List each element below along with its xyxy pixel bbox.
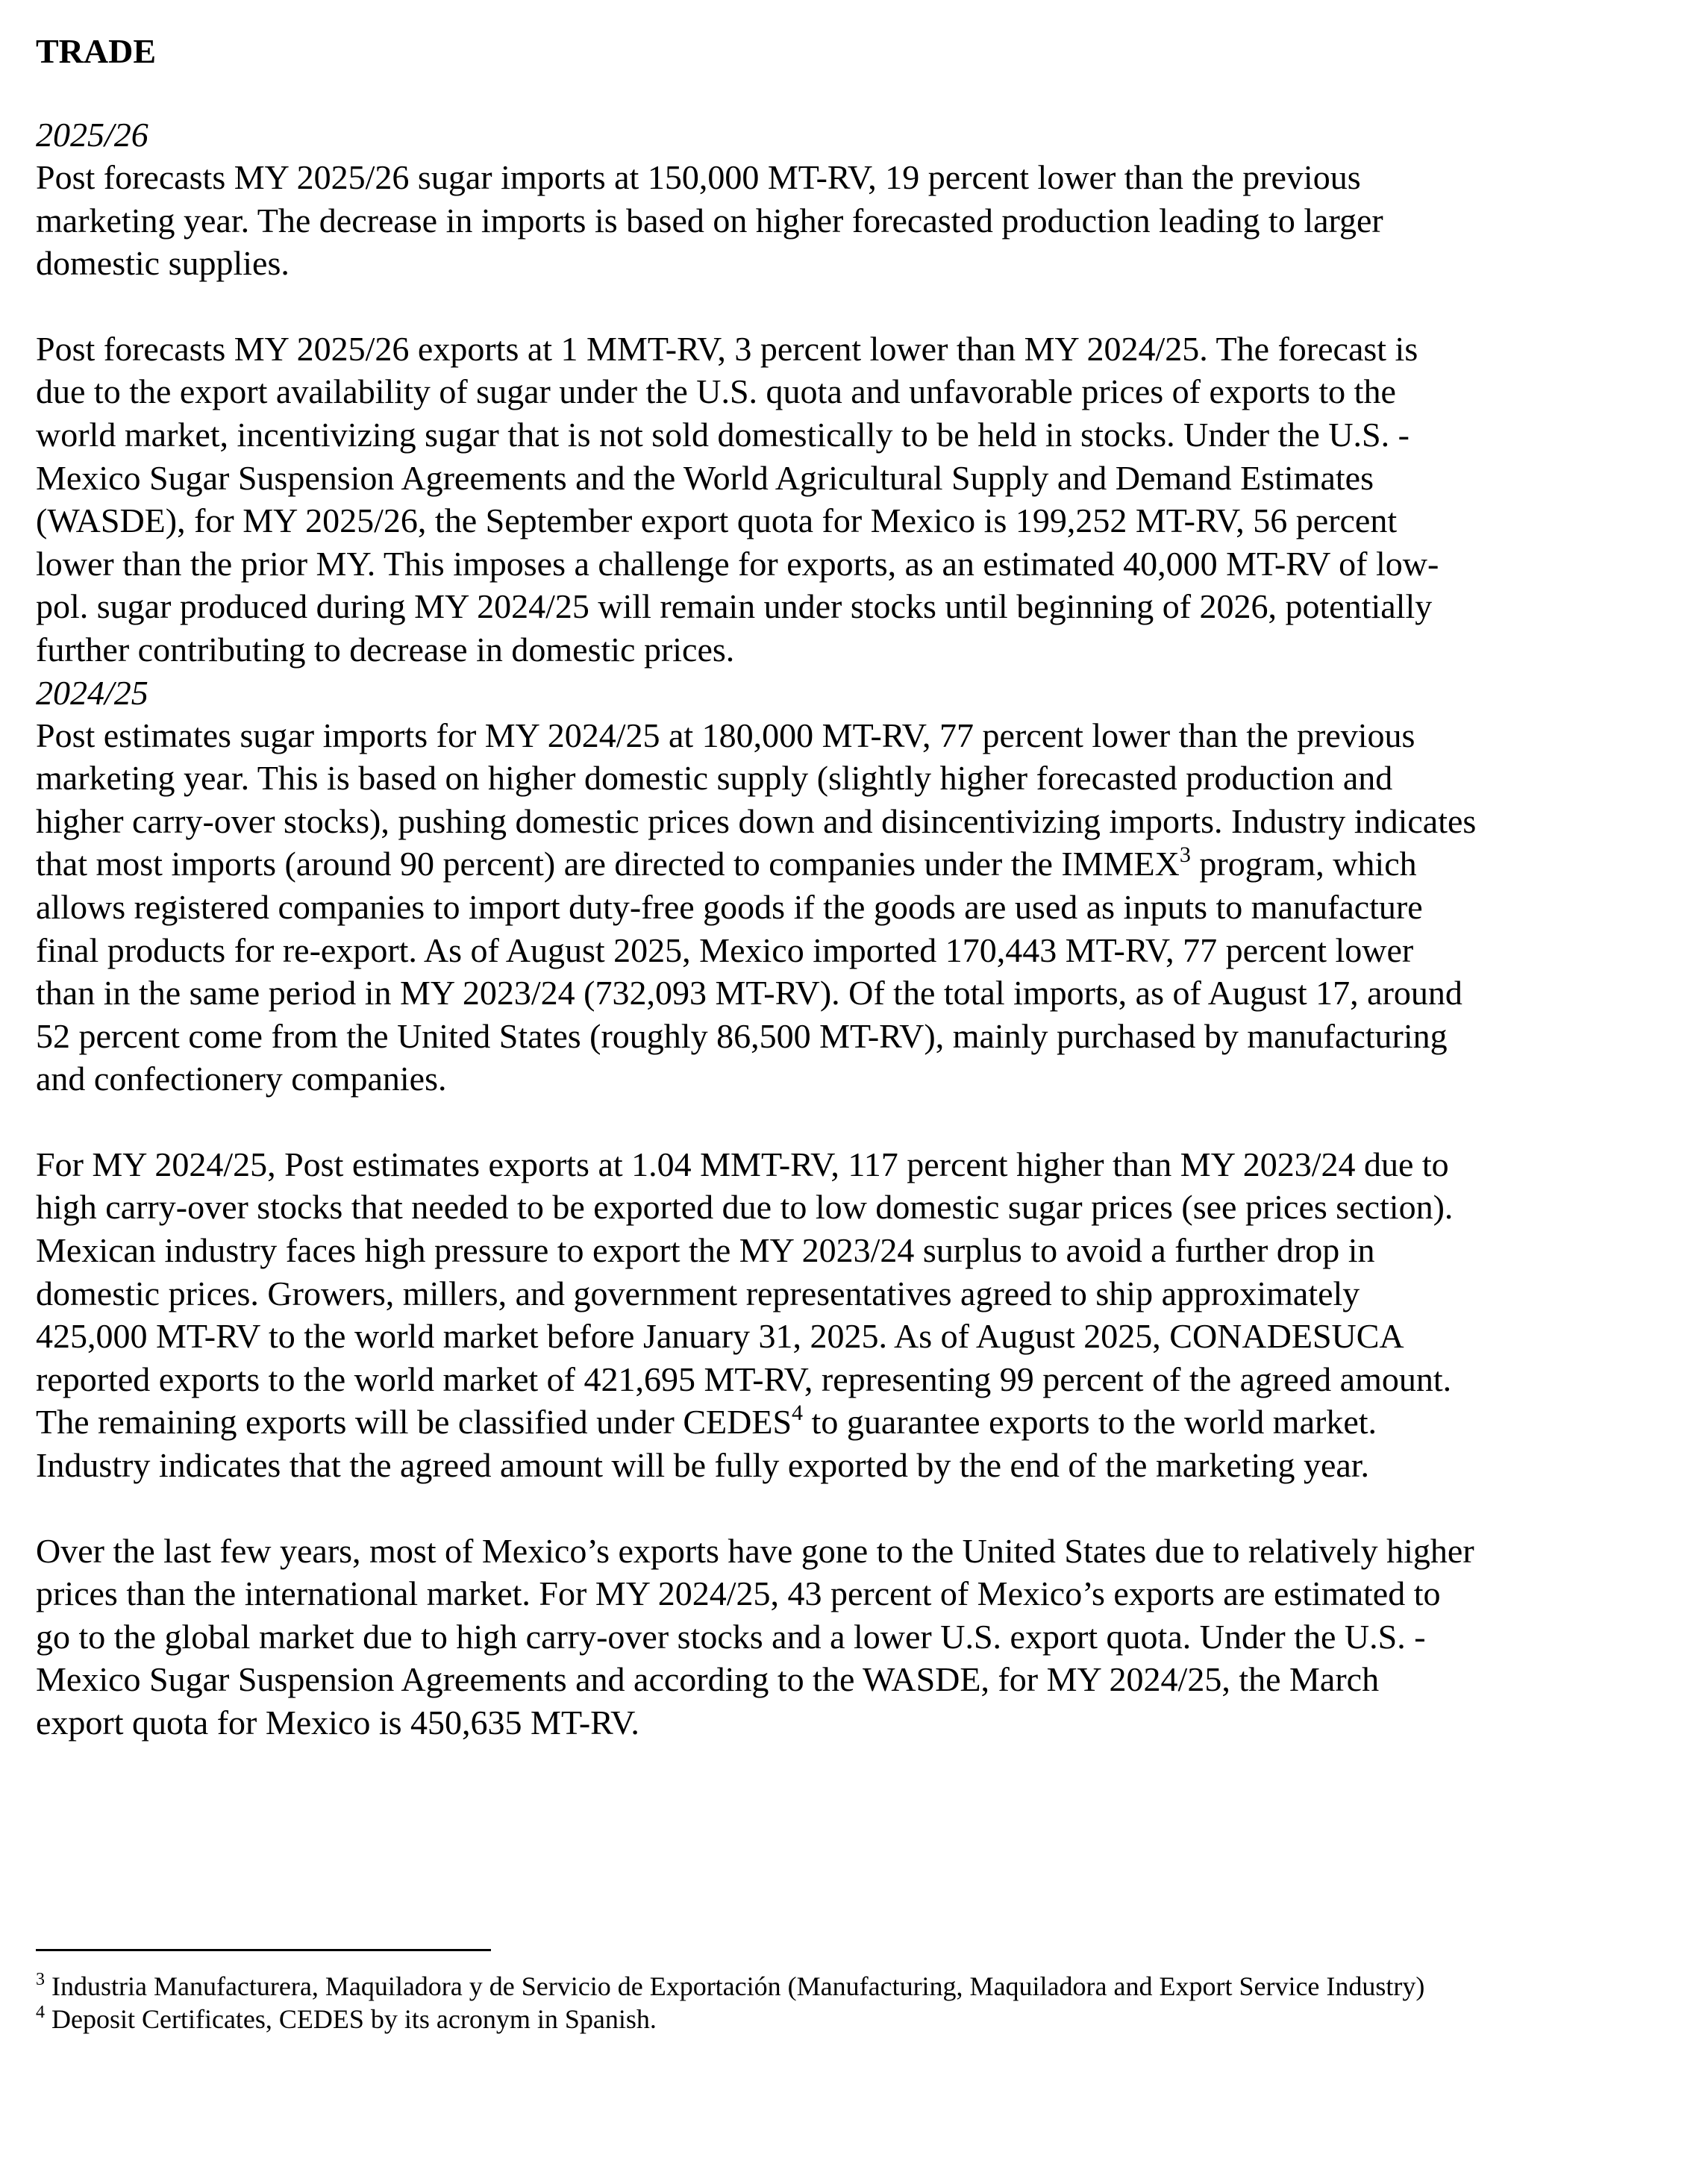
- footnote-number: 4: [36, 2003, 45, 2022]
- footnote-4: [36, 2003, 1677, 2036]
- footnote-separator: [36, 1949, 491, 1951]
- imports-estimate-text-a: Post estimates sugar imports for MY 2024/25 at 180,000 MT-RV, 77 percent lower than the previous marketing year. This is based on higher domestic supply (slightly higher forecasted production and higher carry-over stocks), pushing domestic prices down and disincentivizing imports. Industry indicates that most imports (around 90 percent) are directed to companies under the IMMEX: [36, 716, 1477, 883]
- footnote-ref-4: 4: [792, 1401, 804, 1426]
- footnote-text: Deposit Certificates, CEDES by its acronym in Spanish.: [45, 2004, 657, 2034]
- footnote-3: [36, 1970, 1677, 2003]
- footnote-ref-3: 3: [1179, 842, 1191, 868]
- section-heading: TRADE: [36, 32, 157, 70]
- exports-estimate-text-a: For MY 2024/25, Post estimates exports at 1.04 MMT-RV, 117 percent higher than MY 2023/24 due to high carry-over stocks that needed to be exported due to low domestic sugar prices (see prices section). Mexican industry faces high pressure to export the MY 2023/24 surplus to avoid a further drop in domestic prices. Growers, millers, and government representatives agreed to ship approximately 425,000 MT-RV to the world market before January 31, 2025. As of August 2025, CONADESUCA reported exports to the world market of 421,695 MT-RV, representing 99 percent of the agreed amount. The remaining exports will be classified under CEDES: [36, 1145, 1454, 1442]
- exports-forecast-paragraph: Post forecasts MY 2025/26 exports at 1 MMT-RV, 3 percent lower than MY 2024/25. The forecast is due to the export availability of sugar under the U.S. quota and unfavorable prices of exports to the world market, incentivizing sugar that is not sold domestically to be held in stocks. Under the U.S. - Mexico Sugar Suspension Agreements and the World Agricultural Supply and Demand Estimates (WASDE), for MY 2025/26, the September export quota for Mexico is 199,252 MT-RV, 56 percent lower than the prior MY. This imposes a challenge for exports, as an estimated 40,000 MT-RV of low- pol. sugar produced during MY 2024/25 will remain under stocks until beginning of 2026, potentially further contributing to decrease in domestic prices.: [36, 329, 1439, 669]
- document-body: [36, 27, 1677, 1745]
- year-label-2025-26: 2025/26: [36, 116, 148, 154]
- imports-estimate-text-b: program, which allows registered companies to import duty-free goods if the goods are used as inputs to manufacture final products for re-export. As of August 2025, Mexico imported 170,443 MT-RV, 77 percent lower than in the same period in MY 2023/24 (732,093 MT-RV). Of the total imports, as of August 17, around 52 percent come from the United States (roughly 86,500 MT-RV), mainly purchased by manufacturing and confectionery companies.: [36, 845, 1462, 1098]
- footnote-text: Industria Manufacturera, Maquiladora y de Servicio de Exportación (Manufacturing, Maquiladora and Export Service Industry): [45, 1971, 1425, 2001]
- paragraph-spacer: [36, 1487, 1677, 1530]
- paragraph-spacer: [36, 1101, 1677, 1143]
- year-label-2024-25: 2024/25: [36, 673, 148, 712]
- exports-estimate-paragraph: [36, 1143, 1677, 1487]
- exports-estimate-text-b: to guarantee exports to the world market. Industry indicates that the agreed amount will be fully exported by the end of the marketing year.: [36, 1403, 1377, 1485]
- export-destinations-paragraph: Over the last few years, most of Mexico’s exports have gone to the United States due to relatively higher prices than the international market. For MY 2024/25, 43 percent of Mexico’s exports are estimated to go to the global market due to high carry-over stocks and a lower U.S. export quota. Under the U.S. - Mexico Sugar Suspension Agreements and according to the WASDE, for MY 2024/25, the March export quota for Mexico is 450,635 MT-RV.: [36, 1531, 1474, 1742]
- paragraph-spacer: [36, 285, 1677, 328]
- imports-forecast-paragraph: Post forecasts MY 2025/26 sugar imports at 150,000 MT-RV, 19 percent lower than the previous marketing year. The decrease in imports is based on higher forecasted production leading to larger domestic supplies.: [36, 158, 1383, 283]
- footnote-number: 3: [36, 1970, 45, 1989]
- imports-estimate-paragraph: [36, 714, 1677, 1101]
- footnotes: [36, 1970, 1677, 2036]
